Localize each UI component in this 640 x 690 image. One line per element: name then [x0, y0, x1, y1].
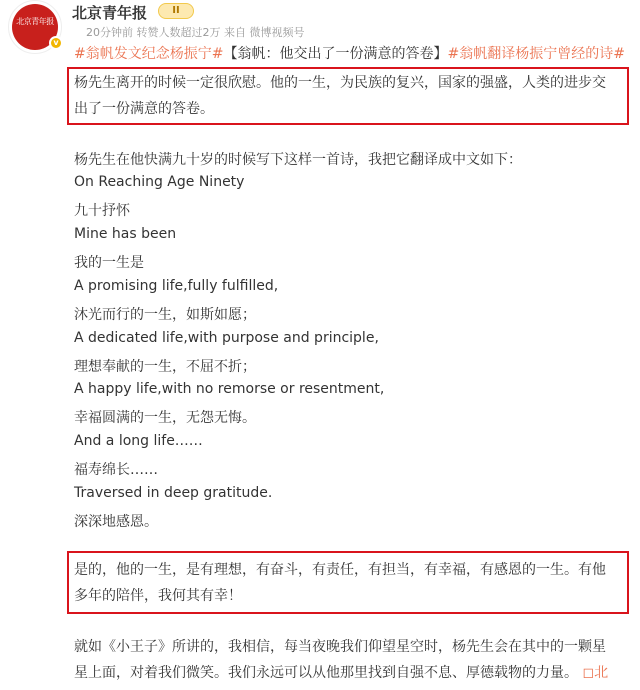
post-title: 【翁帆：他交出了一份满意的答卷】 — [223, 46, 448, 62]
paragraph-1 — [74, 70, 606, 122]
poem-line: 我的一生是 — [74, 255, 144, 271]
poem-line: 福寿绵长…… — [74, 462, 158, 478]
level-badge[interactable]: II — [158, 3, 194, 19]
poem-line: A promising life,fully fulfilled, — [74, 278, 279, 294]
expand-link[interactable]: ◻北 — [582, 665, 609, 681]
topic-link[interactable]: #翁帆发文纪念杨振宁# — [74, 46, 224, 62]
post-header — [0, 0, 640, 47]
paragraph-line — [74, 660, 608, 686]
paragraph-line: 就如《小王子》所讲的，我相信，每当夜晚我们仰望星空时，杨先生会在其中的一颗星 — [74, 639, 606, 655]
poem-line: Traversed in deep gratitude. — [74, 485, 273, 501]
paragraph-3 — [74, 634, 608, 686]
paragraph-text: 星上面，对着我们微笑。我们永远可以从他那里找到自强不息、厚德载物的力量。 — [74, 665, 578, 681]
poem-line: Mine has been — [74, 226, 177, 242]
paragraph-line: 出了一份满意的答卷。 — [74, 101, 214, 117]
poem-line: 沐光而行的一生，如斯如愿； — [74, 307, 256, 323]
paragraph-line: 是的，他的一生，是有理想，有奋斗，有责任，有担当，有幸福，有感恩的一生。有他 — [74, 562, 606, 578]
poem-line: A happy life,with no remorse or resentment, — [74, 381, 385, 397]
paragraph-line: 多年的陪伴，我何其有幸！ — [74, 588, 242, 604]
verified-badge-icon: v — [49, 36, 63, 50]
author-name[interactable]: 北京青年报 — [72, 4, 148, 22]
poem-line: 九十抒怀 — [74, 203, 130, 219]
post-title-line — [74, 43, 625, 63]
avatar-logo-text: 北京青年报 — [16, 17, 54, 26]
paragraph-2 — [74, 557, 606, 609]
topic-link[interactable]: #翁帆翻译杨振宁曾经的诗# — [447, 46, 625, 62]
poem-line: 幸福圆满的一生，无怨无悔。 — [74, 410, 256, 426]
poem-line: On Reaching Age Ninety — [74, 174, 245, 190]
paragraph-line: 杨先生离开的时候一定很欣慰。他的一生，为民族的复兴，国家的强盛，人类的进步交 — [74, 75, 606, 91]
intro-text: 杨先生在他快满九十岁的时候写下这样一首诗，我把它翻译成中文如下： — [74, 152, 522, 168]
poem-line: A dedicated life,with purpose and principle, — [74, 330, 379, 346]
poem-line: 深深地感恩。 — [74, 514, 158, 530]
post-meta: 20分钟前 转赞人数超过2万 来自 微博视频号 — [86, 26, 305, 39]
poem-line: 理想奉献的一生，不屈不折； — [74, 359, 256, 375]
poem-line: And a long life…… — [74, 433, 203, 449]
